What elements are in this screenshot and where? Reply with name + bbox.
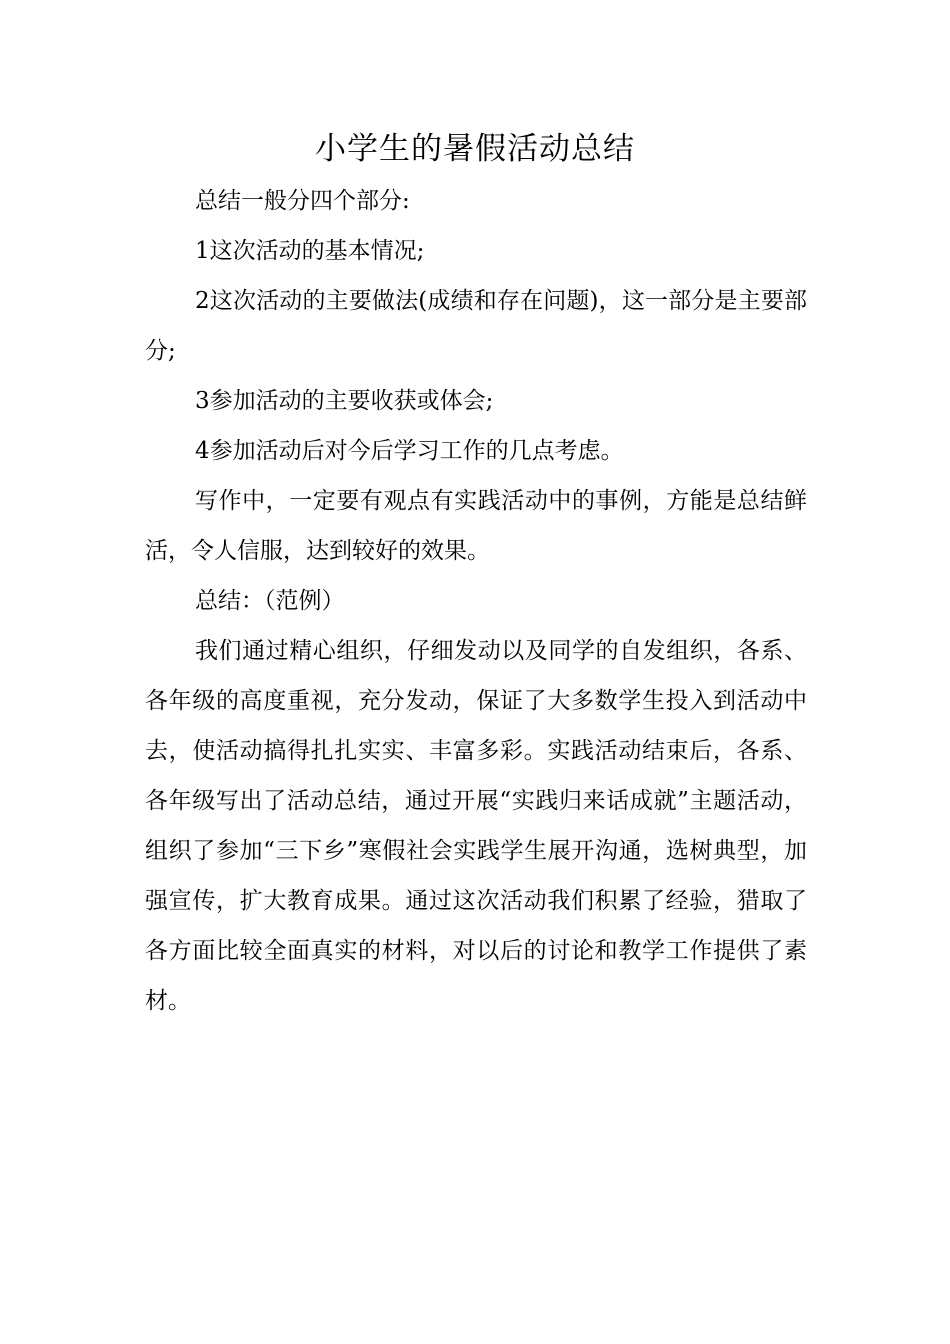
paragraph-point-3: 3参加活动的主要收获或体会; [195,388,494,414]
document-body [145,176,807,1026]
paragraph-point-1: 1这次活动的基本情况; [195,238,425,264]
paragraph-point-4: 4参加活动后对今后学习工作的几点考虑。 [195,438,624,464]
paragraph-writing-note: 写作中，一定要有观点有实践活动中的事例，方能是总结鲜活，令人信服，达到较好的效果。 [145,488,807,564]
paragraph-example-heading: 总结：（范例） [195,588,345,614]
paragraph-intro: 总结一般分四个部分: [195,188,410,214]
paragraph-example-body: 我们通过精心组织，仔细发动以及同学的自发组织，各系、各年级的高度重视，充分发动，保证了大多数学生投入到活动中去，使活动搞得扎扎实实、丰富多彩。实践活动结束后，各系、各年级写出了活动总结，通过开展“实践归来话成就”主题活动，组织了参加“三下乡”寒假社会实践学生展开沟通，选树典型，加强宣传，扩大教育成果。通过这次活动我们积累了经验，猎取了各方面比较全面真实的材料，对以后的讨论和教学工作提供了素材。 [145,638,807,1014]
paragraph-point-2: 2这次活动的主要做法(成绩和存在问题)，这一部分是主要部分; [145,288,807,364]
page-title: 小学生的暑假活动总结 [315,131,635,167]
